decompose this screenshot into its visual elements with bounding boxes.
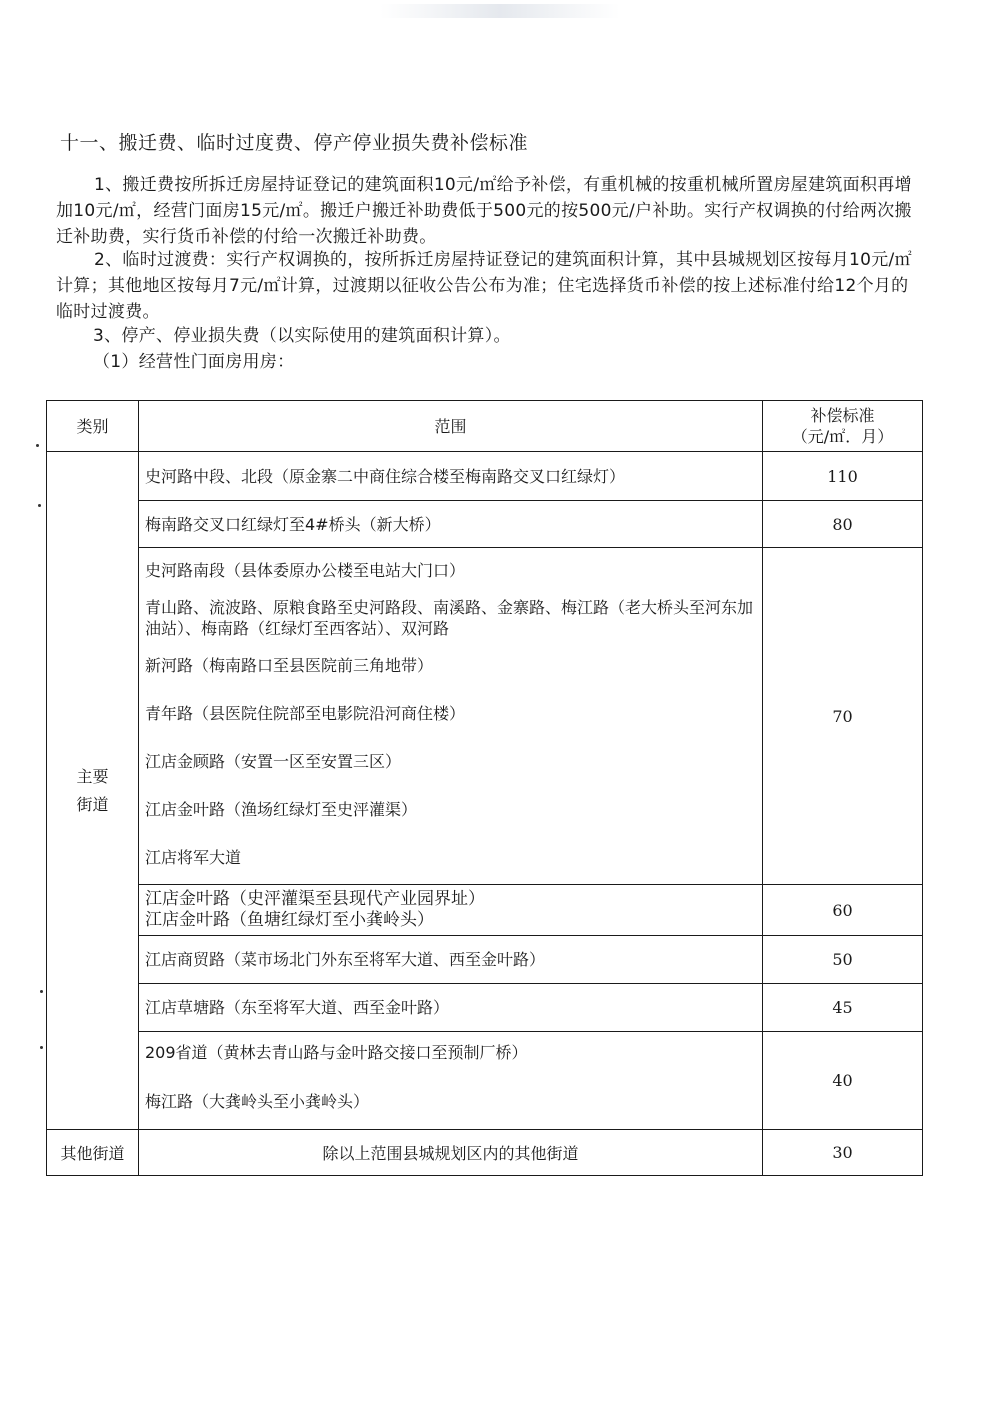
section-heading: 十一、搬迁费、临时过度费、停产停业损失费补偿标准 <box>60 132 529 154</box>
header-category: 类别 <box>47 401 139 452</box>
range-item: 青年路（县医院住院部至电影院沿河商住楼） <box>145 704 466 723</box>
table-row <box>47 501 923 548</box>
range-item: 209省道（黄林去青山路与金叶路交接口至预制厂桥） <box>145 1043 528 1062</box>
header-standard <box>763 401 923 452</box>
paragraph-loss-fee: 3、停产、停业损失费（以实际使用的建筑面积计算）。 <box>93 326 511 346</box>
paragraph-relocation-fee: 1、搬迁费按所拆迁房屋持证登记的建筑面积10元/㎡给予补偿，有重机械的按重机械所置房屋建筑面积再增加10元/㎡，经营门面房15元/㎡。搬迁户搬迁补助费低于500元的按500元/户补助。实行产权调换的付给两次搬迁补助费，实行货币补偿的付给一次搬迁补助费。 <box>56 175 912 247</box>
paragraph-transition-fee: 2、临时过渡费：实行产权调换的，按所拆迁房屋持证登记的建筑面积计算，其中县城规划区按每月10元/㎡计算；其他地区按每月7元/㎡计算，过渡期以征收公告公布为准；住宅选择货币补偿的按上述标准付给12个月的临时过渡费。 <box>56 250 912 322</box>
header-standard-line1: 补偿标准 <box>810 406 875 425</box>
table-row <box>47 452 923 501</box>
range-item: 江店金叶路（史泙灌渠至县现代产业园界址） <box>145 889 485 909</box>
scan-smudge <box>380 4 620 18</box>
value-cell: 80 <box>763 501 923 548</box>
range-cell-multi <box>139 885 763 936</box>
range-item: 梅江路（大龚岭头至小龚岭头） <box>145 1092 370 1111</box>
table-row <box>47 548 923 885</box>
scan-dot <box>36 444 39 447</box>
header-standard-line2: （元/㎡．月） <box>791 427 894 446</box>
range-cell-multi <box>139 548 763 885</box>
range-item: 青山路、流波路、原粮食路至史河路段、南溪路、金寨路、梅江路（老大桥头至河东加油站）、梅南路（红绿灯至西客站）、双河路 <box>145 598 754 638</box>
range-cell: 梅南路交叉口红绿灯至4#桥头（新大桥） <box>139 501 763 548</box>
value-cell: 45 <box>763 984 923 1032</box>
range-cell: 史河路中段、北段（原金寨二中商住综合楼至梅南路交叉口红绿灯） <box>139 452 763 501</box>
range-item: 江店金顾路（安置一区至安置三区） <box>145 752 402 771</box>
table-row <box>47 885 923 936</box>
range-item: 江店金叶路（鱼塘红绿灯至小龚岭头） <box>145 910 434 930</box>
table-header-row <box>47 401 923 452</box>
table-row-other <box>47 1130 923 1176</box>
value-cell: 60 <box>763 885 923 936</box>
value-cell: 110 <box>763 452 923 501</box>
range-item: 史河路南段（县体委原办公楼至电站大门口） <box>145 561 466 580</box>
scan-dot <box>40 990 43 993</box>
other-range-cell: 除以上范围县城规划区内的其他街道 <box>139 1130 763 1176</box>
scan-dot <box>38 504 41 507</box>
paragraph-storefront: （1）经营性门面房用房： <box>93 352 295 372</box>
range-item: 新河路（梅南路口至县医院前三角地带） <box>145 656 434 675</box>
table-row <box>47 984 923 1032</box>
value-cell: 40 <box>763 1032 923 1130</box>
main-category-cell <box>47 452 139 1130</box>
range-cell: 江店草塘路（东至将军大道、西至金叶路） <box>139 984 763 1032</box>
other-value-cell: 30 <box>763 1130 923 1176</box>
range-item: 江店金叶路（渔场红绿灯至史泙灌渠） <box>145 800 418 819</box>
other-category-cell: 其他街道 <box>47 1130 139 1176</box>
range-item: 江店将军大道 <box>145 848 242 867</box>
value-cell: 50 <box>763 936 923 984</box>
main-category-label: 主要街道 <box>76 766 109 814</box>
range-cell: 江店商贸路（菜市场北门外东至将军大道、西至金叶路） <box>139 936 763 984</box>
value-cell: 70 <box>763 548 923 885</box>
table-row <box>47 936 923 984</box>
range-cell-multi <box>139 1032 763 1130</box>
table-row <box>47 1032 923 1130</box>
header-range: 范围 <box>139 401 763 452</box>
scan-dot <box>40 1046 43 1049</box>
compensation-table <box>46 400 923 1176</box>
